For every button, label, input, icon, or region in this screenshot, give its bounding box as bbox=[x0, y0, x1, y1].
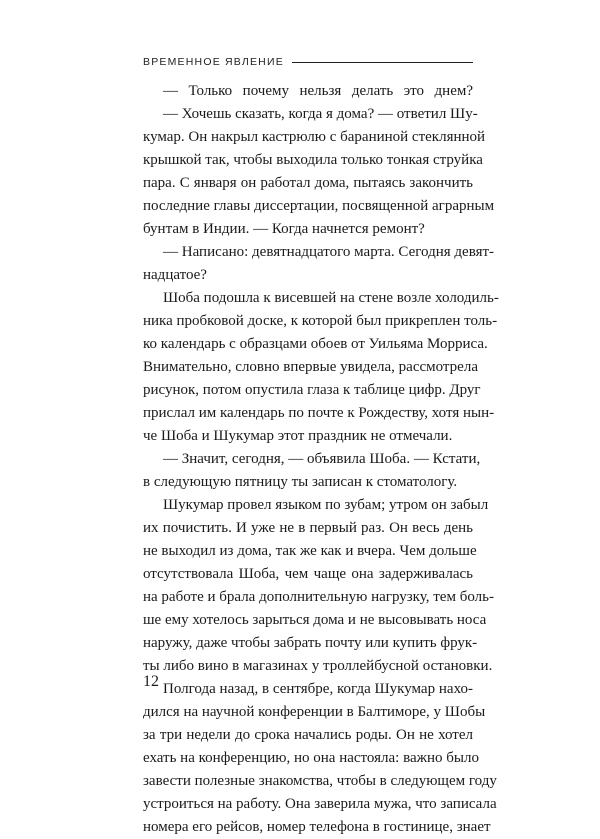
text-line: в следующую пятницу ты записан к стоматологу. bbox=[143, 474, 458, 490]
running-head bbox=[143, 54, 473, 70]
text-line: ехать на конференцию, но она настояла: важно было bbox=[143, 750, 479, 766]
text-line: кумар. Он накрыл кастрюлю с бараниной стеклянной bbox=[143, 129, 486, 145]
text-line: дился на научной конференции в Балтиморе, у Шобы bbox=[143, 704, 486, 720]
text-line: пара. С января он работал дома, пытаясь закончить bbox=[143, 175, 473, 191]
text-line: за три недели до срока начались роды. Он не хотел bbox=[143, 727, 473, 743]
text-line: ше ему хотелось зарыться дома и не высовывать носа bbox=[143, 612, 487, 628]
text-line: ника пробковой доске, к которой был прикреплен толь- bbox=[143, 313, 498, 329]
text-line: на работе и брала дополнительную нагрузку, тем боль- bbox=[143, 589, 494, 605]
text-line: их почистить. И уже не в первый раз. Он весь день bbox=[143, 520, 473, 536]
text-line: Внимательно, словно впервые увидела, рассмотрела bbox=[143, 359, 478, 375]
text-line: надцатое? bbox=[143, 267, 207, 283]
text-line: не выходил из дома, так же как и вчера. Чем дольше bbox=[143, 543, 477, 559]
text-line: Шоба подошла к висевшей на стене возле холодиль- bbox=[163, 290, 499, 306]
running-head-rule bbox=[292, 62, 473, 63]
text-line: бунтам в Индии. — Когда начнется ремонт? bbox=[143, 221, 425, 237]
text-line: прислал им календарь по почте к Рождеству, хотя нын- bbox=[143, 405, 495, 421]
text-line: Шукумар провел языком по зубам; утром он забыл bbox=[163, 497, 489, 513]
text-line: завести полезные знакомства, чтобы в следующем году bbox=[143, 773, 497, 789]
text-line: отсутствовала Шоба, чем чаще она задерживалась bbox=[143, 566, 473, 582]
text-line: номера его рейсов, номер телефона в гостинице, знает bbox=[143, 819, 491, 835]
text-line: рисунок, потом опустила глаза к таблице цифр. Друг bbox=[143, 382, 481, 398]
text-line: крышкой так, чтобы выходила только тонкая струйка bbox=[143, 152, 483, 168]
text-line: — Значит, сегодня, — объявила Шоба. — Кстати, bbox=[163, 451, 481, 467]
text-line: че Шоба и Шукумар этот праздник не отмечали. bbox=[143, 428, 453, 444]
text-line: — Написано: девятнадцатого марта. Сегодня девят- bbox=[163, 244, 495, 260]
text-line: ко календарь с образцами обоев от Уильяма Морриса. bbox=[143, 336, 488, 352]
text-line: ты либо вино в магазинах у троллейбусной остановки. bbox=[143, 658, 493, 674]
text-line: последние главы диссертации, посвященной аграрным bbox=[143, 198, 495, 214]
running-head-title: ВРЕМЕННОЕ ЯВЛЕНИЕ bbox=[143, 56, 284, 68]
text-line: устроиться на работу. Она заверила мужа, что записала bbox=[143, 796, 497, 812]
text-line: наружу, даже чтобы забрать почту или купить фрук- bbox=[143, 635, 478, 651]
text-line: Полгода назад, в сентябре, когда Шукумар нахо- bbox=[163, 681, 473, 697]
page-number: 12 bbox=[143, 673, 159, 690]
body-text bbox=[143, 80, 499, 839]
text-line: — Только почему нельзя делать это днем? bbox=[163, 83, 473, 99]
text-line: — Хочешь сказать, когда я дома? — ответил Шу- bbox=[163, 106, 478, 122]
